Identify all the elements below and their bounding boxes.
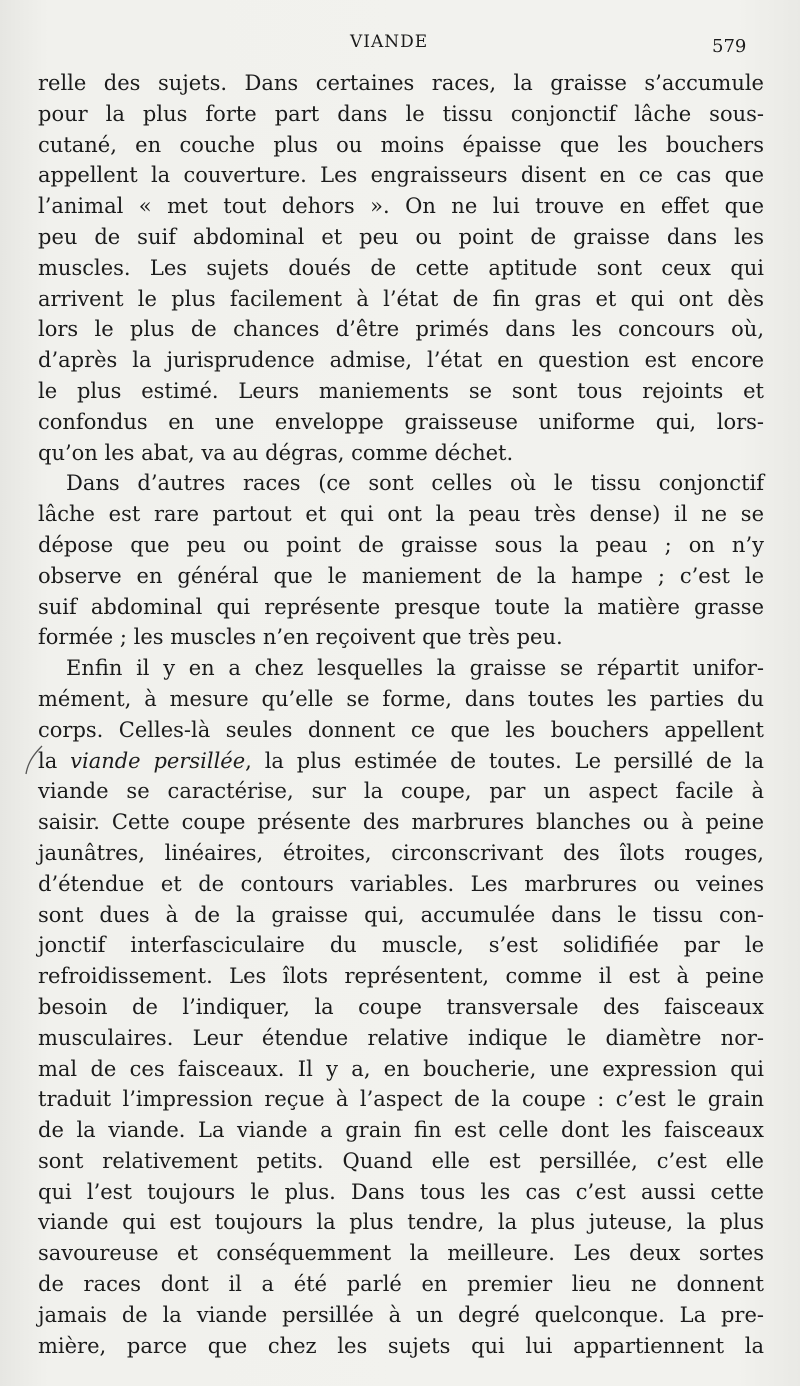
text-line: observe en général que le maniement de la hampe ; c’est le bbox=[38, 563, 764, 588]
text-line: corps. Celles-là seules donnent ce que les bouchers appellent bbox=[38, 717, 764, 742]
text-segment: , la plus estimée de toutes. Le persillé de la bbox=[245, 748, 764, 773]
text-line: qu’on les abat, va au dégras, comme déchet. bbox=[38, 440, 514, 465]
text-line: traduit l’impression reçue à l’aspect de la coupe : c’est le grain bbox=[38, 1087, 764, 1112]
text-line: cutané, en couche plus ou moins épaisse que les bouchers bbox=[38, 132, 764, 157]
text-line: sont relativement petits. Quand elle est persillée, c’est elle bbox=[38, 1148, 764, 1173]
text-line: musculaires. Leur étendue relative indique le diamètre nor- bbox=[38, 1025, 764, 1050]
text-line: de races dont il a été parlé en premier lieu ne donnent bbox=[38, 1272, 764, 1297]
text-line: de la viande. La viande a grain fin est celle dont les faisceaux bbox=[38, 1118, 764, 1143]
text-line: jamais de la viande persillée à un degré quelconque. La pre- bbox=[38, 1302, 764, 1327]
italic-term: viande persillée bbox=[70, 748, 246, 773]
paragraph-first-line: Dans d’autres races (ce sont celles où le tissu conjonctif bbox=[66, 471, 764, 496]
text-line: appellent la couverture. Les engraisseurs disent en ce cas que bbox=[38, 163, 764, 188]
text-line: confondus en une enveloppe graisseuse uniforme qui, lors- bbox=[38, 409, 764, 434]
text-line: mal de ces faisceaux. Il y a, en boucherie, une expression qui bbox=[38, 1056, 764, 1081]
text-line: suif abdominal qui représente presque toute la matière grasse bbox=[38, 594, 764, 619]
text-line: d’étendue et de contours variables. Les marbrures ou veines bbox=[38, 871, 764, 896]
text-line: dépose que peu ou point de graisse sous la peau ; on n’y bbox=[38, 532, 764, 557]
text-line: jaunâtres, linéaires, étroites, circonscrivant des îlots rouges, bbox=[38, 840, 764, 865]
text-line: saisir. Cette coupe présente des marbrures blanches ou à peine bbox=[38, 810, 764, 835]
page-number: 579 bbox=[712, 36, 747, 57]
text-line: savoureuse et conséquemment la meilleure. Les deux sortes bbox=[38, 1241, 764, 1266]
text-line: mière, parce que chez les sujets qui lui appartiennent la bbox=[38, 1333, 764, 1358]
text-line: sont dues à de la graisse qui, accumulée dans le tissu con- bbox=[38, 902, 764, 927]
paragraph-first-line: Enfin il y en a chez lesquelles la graisse se répartit unifor- bbox=[66, 656, 764, 681]
text-line-with-italic bbox=[38, 746, 764, 777]
text-line: le plus estimé. Leurs maniements se sont tous rejoints et bbox=[38, 378, 764, 403]
text-line: viande se caractérise, sur la coupe, par un aspect facile à bbox=[38, 779, 764, 804]
running-head bbox=[0, 32, 800, 58]
text-line: lâche est rare partout et qui ont la peau très dense) il ne se bbox=[38, 502, 764, 527]
text-line: lors le plus de chances d’être primés dans les concours où, bbox=[38, 317, 764, 342]
text-line: muscles. Les sujets doués de cette aptitude sont ceux qui bbox=[38, 255, 764, 280]
text-line: formée ; les muscles n’en reçoivent que très peu. bbox=[38, 625, 563, 650]
text-line: viande qui est toujours la plus tendre, la plus juteuse, la plus bbox=[38, 1210, 764, 1235]
text-line: besoin de l’indiquer, la coupe transversale des faisceaux bbox=[38, 994, 764, 1019]
text-line: arrivent le plus facilement à l’état de fin gras et qui ont dès bbox=[38, 286, 764, 311]
body-text bbox=[38, 68, 764, 1361]
text-line: peu de suif abdominal et peu ou point de graisse dans les bbox=[38, 224, 764, 249]
text-line: d’après la jurisprudence admise, l’état en question est encore bbox=[38, 348, 764, 373]
text-line: jonctif interfasciculaire du muscle, s’est solidifiée par le bbox=[38, 933, 764, 958]
text-line: qui l’est toujours le plus. Dans tous les cas c’est aussi cette bbox=[38, 1179, 764, 1204]
running-title: VIANDE bbox=[350, 32, 429, 52]
text-line: l’animal « met tout dehors ». On ne lui trouve en effet que bbox=[38, 194, 764, 219]
text-segment: la bbox=[38, 748, 71, 773]
text-line: relle des sujets. Dans certaines races, la graisse s’accumule bbox=[38, 71, 764, 95]
text-line: mément, à mesure qu’elle se forme, dans toutes les parties du bbox=[38, 686, 764, 711]
text-line: pour la plus forte part dans le tissu conjonctif lâche sous- bbox=[38, 101, 764, 126]
text-line: refroidissement. Les îlots représentent, comme il est à peine bbox=[38, 964, 764, 989]
